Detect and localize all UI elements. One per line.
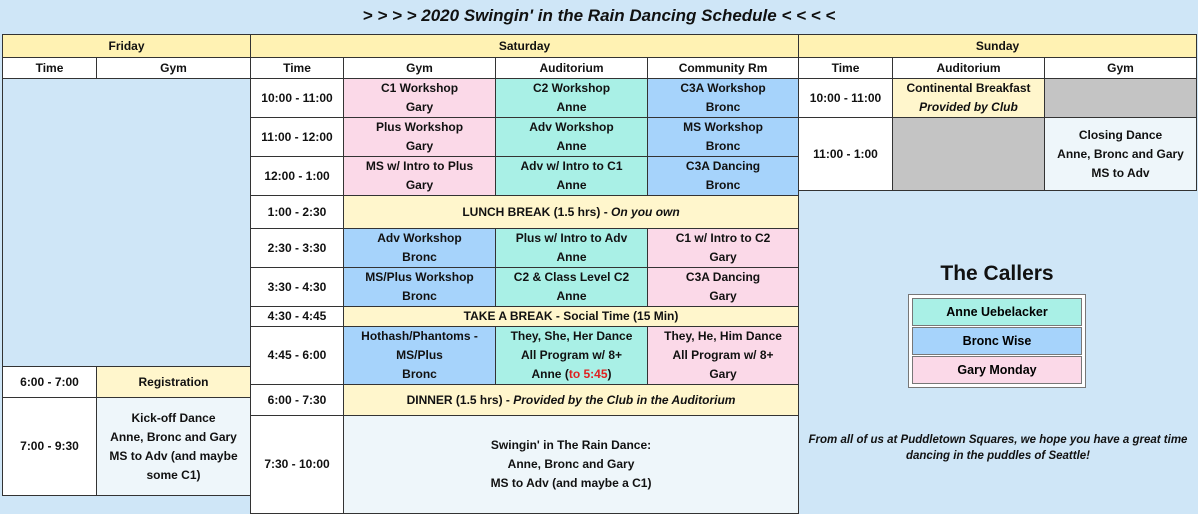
session-cell [344, 268, 496, 307]
friday-gym-header: Gym [97, 58, 251, 79]
session-cell [648, 268, 799, 307]
event-line: Anne [556, 178, 587, 192]
breakfast-note: Provided by Club [919, 100, 1018, 114]
event-line: All Program w/ 8+ [520, 348, 623, 362]
event-line: C2 & Class Level C2 [513, 270, 630, 284]
event-line: Adv w/ Intro to C1 [520, 159, 623, 173]
empty-cell [1045, 79, 1197, 118]
event-line: Gary [405, 178, 434, 192]
sunday-time-cell: 10:00 - 11:00 [799, 79, 893, 118]
event-line: MS to Adv (and maybe [109, 448, 238, 463]
session-cell [648, 118, 799, 157]
event-line: Bronc [402, 367, 437, 381]
saturday-header: Saturday [251, 35, 799, 58]
event-line: Gary [709, 289, 737, 303]
friday-kickoff-cell [97, 398, 251, 496]
event-line: MS w/ Intro to Plus [365, 159, 474, 173]
dinner-note: Provided by the Club in the Auditorium [513, 392, 736, 407]
event-line: MS/Plus Workshop [365, 270, 474, 284]
event-line: Plus w/ Intro to Adv [515, 231, 628, 245]
event-line: Anne [556, 289, 587, 303]
event-line: some C1) [146, 467, 201, 482]
event-line: Bronc [402, 289, 437, 303]
event-line: C3A Workshop [680, 81, 766, 95]
sunday-auditorium-header: Auditorium [893, 58, 1045, 79]
saturday-time-cell: 2:30 - 3:30 [251, 229, 344, 268]
saturday-gym-header: Gym [344, 58, 496, 79]
callers-legend [908, 262, 1086, 388]
event-line [895, 98, 1042, 117]
session-cell [648, 79, 799, 118]
session-cell [648, 229, 799, 268]
session-cell [496, 157, 648, 196]
event-line: Plus Workshop [375, 120, 464, 134]
saturday-auditorium-header: Auditorium [496, 58, 648, 79]
saturday-time-cell: 11:00 - 12:00 [251, 118, 344, 157]
event-line: MS Workshop [683, 120, 763, 134]
saturday-time-cell: 12:00 - 1:00 [251, 157, 344, 196]
event-line: They, She, Her Dance [510, 329, 633, 343]
event-line: Closing Dance [1078, 127, 1163, 142]
saturday-time-cell: 3:30 - 4:30 [251, 268, 344, 307]
event-line: Bronc [402, 250, 437, 264]
session-cell [648, 157, 799, 196]
event-line: Anne, Bronc and Gary [1057, 146, 1184, 161]
session-cell [496, 268, 648, 307]
session-cell [496, 229, 648, 268]
caller-gary: Gary Monday [912, 356, 1082, 384]
event-line: Gary [405, 139, 434, 153]
session-cell [344, 157, 496, 196]
caller-anne: Anne Uebelacker [912, 298, 1082, 326]
event-text: ) [607, 367, 612, 381]
social-break-cell: TAKE A BREAK - Social Time (15 Min) [344, 307, 799, 327]
friday-registration-cell: Registration [97, 367, 251, 398]
saturday-community-header: Community Rm [648, 58, 799, 79]
sunday-header: Sunday [799, 35, 1197, 58]
event-line: Anne [556, 250, 587, 264]
event-line: Adv Workshop [377, 231, 462, 245]
session-cell [648, 327, 799, 385]
lunch-break-cell [344, 196, 799, 229]
event-line: Swingin' in The Rain Dance: [490, 438, 652, 452]
event-line: Gary [405, 100, 434, 114]
event-line: Gary [709, 367, 737, 381]
event-line: Anne, Bronc and Gary [507, 457, 635, 471]
event-line: MS to Adv [1091, 165, 1150, 180]
event-line: Bronc [705, 178, 741, 192]
footer-message: From all of us at Puddletown Squares, we hope you have a great time dancing in the puddles of Seattle! [808, 434, 1188, 462]
event-line: Anne, Bronc and Gary [110, 429, 237, 444]
sunday-table [798, 34, 1197, 191]
saturday-time-header: Time [251, 58, 344, 79]
session-cell [496, 118, 648, 157]
callers-title: The Callers [940, 262, 1054, 285]
event-line: Hothash/Phantoms - [361, 329, 478, 343]
dinner-cell [344, 385, 799, 416]
caller-bronc: Bronc Wise [912, 327, 1082, 355]
event-text: Anne ( [531, 367, 569, 381]
end-time-note: to 5:45 [568, 367, 608, 381]
sunday-time-header: Time [799, 58, 893, 79]
empty-cell [893, 118, 1045, 191]
event-line: Kick-off Dance [131, 410, 216, 425]
event-line: Gary [709, 250, 737, 264]
friday-time-cell: 6:00 - 7:00 [3, 367, 97, 398]
event-line: Bronc [705, 139, 741, 153]
session-cell [344, 79, 496, 118]
saturday-time-cell: 10:00 - 11:00 [251, 79, 344, 118]
event-line: C1 w/ Intro to C2 [675, 231, 771, 245]
event-line: Bronc [705, 100, 741, 114]
session-cell [344, 118, 496, 157]
event-line: Anne [556, 139, 587, 153]
friday-time-header: Time [3, 58, 97, 79]
saturday-time-cell: 6:00 - 7:30 [251, 385, 344, 416]
event-line: C3A Dancing [685, 159, 761, 173]
saturday-time-cell: 1:00 - 2:30 [251, 196, 344, 229]
event-line: C2 Workshop [532, 81, 611, 95]
dinner-label: DINNER (1.5 hrs) - [406, 392, 514, 407]
event-line: Anne [556, 100, 587, 114]
event-line: C1 Workshop [380, 81, 459, 95]
friday-table [2, 34, 251, 496]
event-line: All Program w/ 8+ [672, 348, 774, 362]
event-line [498, 365, 645, 384]
sunday-gym-header: Gym [1045, 58, 1197, 79]
callers-list [908, 294, 1086, 388]
sunday-time-cell: 11:00 - 1:00 [799, 118, 893, 191]
friday-empty-block [3, 79, 251, 367]
session-cell [496, 327, 648, 385]
saturday-time-cell: 4:45 - 6:00 [251, 327, 344, 385]
saturday-table [250, 34, 799, 514]
lunch-label: LUNCH BREAK (1.5 hrs) - [462, 204, 612, 219]
event-line: Adv Workshop [529, 120, 614, 134]
session-cell [344, 327, 496, 385]
closing-dance-cell [1045, 118, 1197, 191]
page-title: > > > > 2020 Swingin' in the Rain Dancing Schedule < < < < [0, 0, 1198, 32]
event-line: MS to Adv (and maybe a C1) [490, 476, 652, 490]
event-line: C3A Dancing [685, 270, 761, 284]
friday-time-cell: 7:00 - 9:30 [3, 398, 97, 496]
saturday-time-cell: 7:30 - 10:00 [251, 416, 344, 514]
event-line: MS/Plus [396, 348, 443, 362]
friday-header: Friday [3, 35, 251, 58]
session-cell [344, 229, 496, 268]
session-cell [496, 79, 648, 118]
event-line: They, He, Him Dance [664, 329, 782, 343]
breakfast-cell [893, 79, 1045, 118]
swingin-dance-cell [344, 416, 799, 514]
lunch-note: On you own [611, 204, 680, 219]
event-line: Continental Breakfast [906, 81, 1031, 95]
saturday-time-cell: 4:30 - 4:45 [251, 307, 344, 327]
